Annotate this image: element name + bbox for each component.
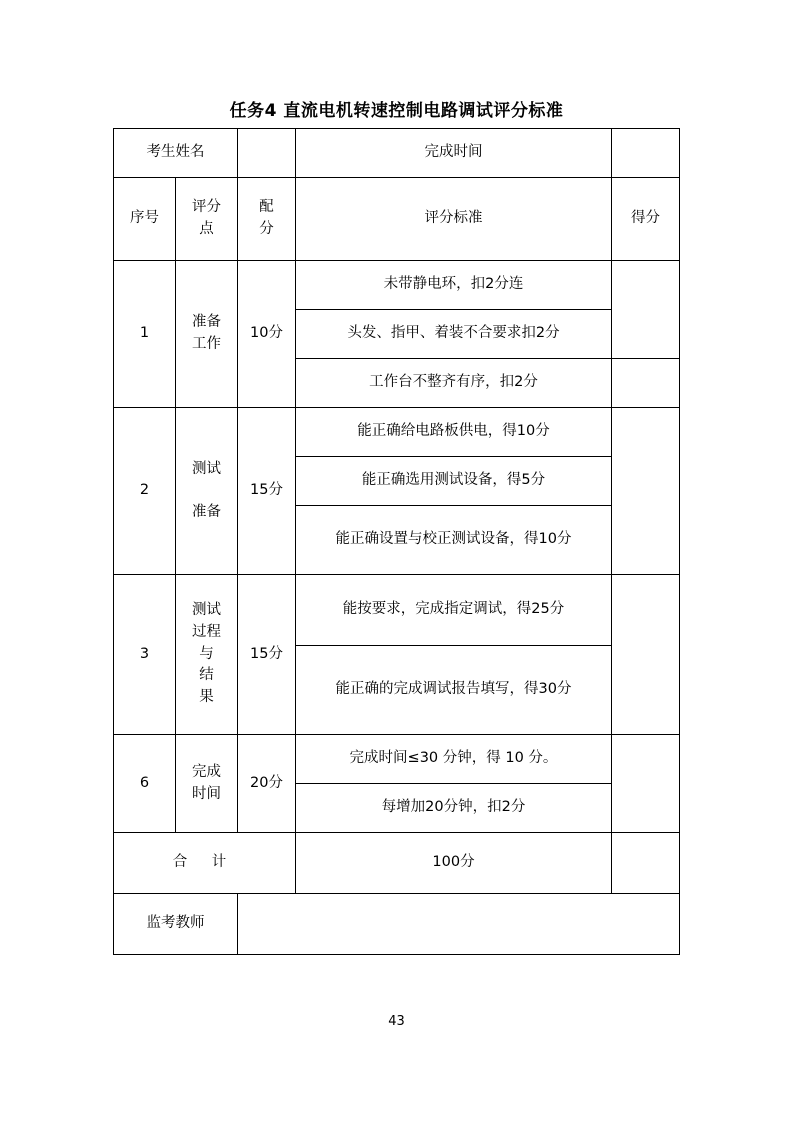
row-score[interactable] xyxy=(612,261,680,359)
header-allocation xyxy=(238,178,296,261)
header-index: 序号 xyxy=(114,178,176,261)
row-point xyxy=(176,735,238,833)
row-criteria: 每增加20分钟，扣2分 xyxy=(296,784,612,833)
row-point xyxy=(176,261,238,408)
row-point xyxy=(176,408,238,575)
total-value: 100分 xyxy=(296,833,612,894)
table-row-proctor xyxy=(114,894,680,955)
table-row xyxy=(114,261,680,310)
page-title: 任务4 直流电机转速控制电路调试评分标准 xyxy=(229,101,564,121)
candidate-name-value[interactable] xyxy=(238,129,296,178)
header-allocation-line1: 配 xyxy=(259,199,274,216)
row-criteria: 未带静电环，扣2分连 xyxy=(296,261,612,310)
table-row-candidate xyxy=(114,129,680,178)
row-criteria: 能按要求，完成指定调试，得25分 xyxy=(296,575,612,646)
row-point-line: 过程 xyxy=(192,623,221,640)
row-index: 1 xyxy=(114,261,176,408)
table-row-total xyxy=(114,833,680,894)
row-index: 3 xyxy=(114,575,176,735)
total-label: 合 计 xyxy=(114,833,296,894)
row-allocation: 15分 xyxy=(238,575,296,735)
row-point-line: 准备 xyxy=(192,314,221,331)
row-point-line: 测试 xyxy=(192,460,221,477)
row-criteria: 能正确设置与校正测试设备，得10分 xyxy=(296,506,612,575)
finish-time-value[interactable] xyxy=(612,129,680,178)
proctor-value[interactable] xyxy=(238,894,680,955)
row-allocation: 10分 xyxy=(238,261,296,408)
header-point-line1: 评分 xyxy=(192,199,221,216)
row-point-line: 果 xyxy=(199,689,214,706)
header-criteria: 评分标准 xyxy=(296,178,612,261)
row-point xyxy=(176,575,238,735)
header-point xyxy=(176,178,238,261)
row-criteria: 工作台不整齐有序，扣2分 xyxy=(296,359,612,408)
finish-time-label: 完成时间 xyxy=(296,129,612,178)
row-index: 6 xyxy=(114,735,176,833)
row-score[interactable] xyxy=(612,359,680,408)
row-allocation: 15分 xyxy=(238,408,296,575)
row-score[interactable] xyxy=(612,575,680,735)
row-criteria: 能正确选用测试设备，得5分 xyxy=(296,457,612,506)
row-score[interactable] xyxy=(612,735,680,833)
row-point-line: 结 xyxy=(199,667,214,684)
table-row xyxy=(114,575,680,646)
row-criteria: 能正确给电路板供电，得10分 xyxy=(296,408,612,457)
row-criteria: 能正确的完成调试报告填写，得30分 xyxy=(296,646,612,735)
table-row xyxy=(114,735,680,784)
row-point-line: 测试 xyxy=(192,602,221,619)
header-allocation-line2: 分 xyxy=(259,221,274,237)
row-point-line: 工作 xyxy=(192,336,221,352)
table-header-row xyxy=(114,178,680,261)
scoring-table-main xyxy=(113,128,680,955)
row-score[interactable] xyxy=(612,408,680,575)
page-number: 43 xyxy=(388,1014,405,1029)
header-score: 得分 xyxy=(612,178,680,261)
total-score[interactable] xyxy=(612,833,680,894)
proctor-label: 监考教师 xyxy=(114,894,238,955)
row-point-line: 与 xyxy=(199,645,214,662)
row-index: 2 xyxy=(114,408,176,575)
row-point-line: 完成 xyxy=(192,763,221,780)
candidate-name-label: 考生姓名 xyxy=(114,129,238,178)
row-point-line: 时间 xyxy=(192,785,221,802)
row-criteria: 头发、指甲、着装不合要求扣2分 xyxy=(296,310,612,359)
row-point-line: 准备 xyxy=(192,503,221,520)
header-point-line2: 点 xyxy=(199,221,214,237)
row-criteria: 完成时间≤30 分钟，得 10 分。 xyxy=(296,735,612,784)
table-row xyxy=(114,408,680,457)
row-allocation: 20分 xyxy=(238,735,296,833)
